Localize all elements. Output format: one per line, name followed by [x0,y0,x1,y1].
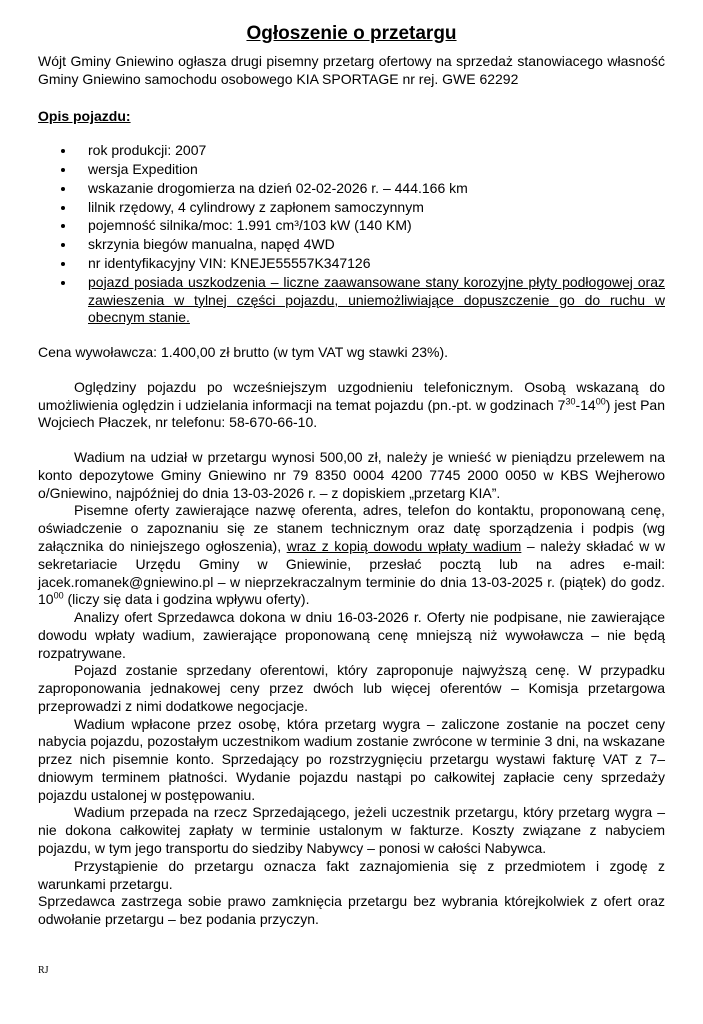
offers-underlined-deposit-proof: wraz z kopią dowodu wpłaty wadium [286,537,522,554]
deposit-paragraph: Wadium na udział w przetargu wynosi 500,00 zł, należy je wnieść w pieniądzu przelewem na konto depozytowe Gminy Gniewino nr 79 8350 0004 4200 7745 2000 0050 w KBS Wejherowo o/Gniewino, najpóźniej do dnia 13-03-2026 r. – z dopiskiem „przetarg KIA”. [38,449,665,501]
list-item-vin: • nr identyfikacyjny VIN: KNEJE55557K347126 [76,255,665,273]
intro-paragraph: Wójt Gminy Gniewino ogłasza drugi pisemny przetarg ofertowy na sprzedaż stanowiacego własność Gminy Gniewino samochodu osobowego KIA SPORTAGE nr rej. GWE 62292 [38,53,665,87]
inspection-text-1: Oględziny pojazdu po wcześniejszym uzgodnieniu telefonicznym. Osobą wskazaną do umożliwienia oględzin i udzielania informacji na temat pojazdu (pn.-pt. w godzinach 7 [38,378,665,413]
offers-paragraph [38,502,665,609]
sale-paragraph: Pojazd zostanie sprzedany oferentowi, który zaproponuje najwyższą cenę. W przypadku zaproponowania jednakowej ceny przez dwóch lub więcej oferentów – Komisja przetargowa przeprowadzi z nimi dodatkowe negocjacje. [38,662,665,714]
offers-text-3: (liczy się data i godzina wpływu oferty). [63,591,310,608]
offers-text-1: Pisemne oferty zawierające nazwę oferenta, adres, telefon do kontaktu, proponowaną cenę, oświadczenie o zapoznaniu się ze stanem technicznym oraz datę sporządzenia i podpis (wg załącznika do niniejszego ogłoszenia), [38,502,665,554]
time-superscript: 00 [53,590,64,601]
analysis-paragraph: Analizy ofert Sprzedawca dokona w dniu 16-03-2026 r. Oferty nie podpisane, nie zawierające dowodu wpłaty wadium, zawierające proponowaną cenę mniejszą niż wywoławcza – nie będą rozpatrywane. [38,609,665,661]
closing-paragraph: Sprzedawca zastrzega sobie prawo zamknięcia przetargu bez wybrania którejkolwiek z ofert oraz odwołanie przetargu – bez podania przyczyn. [38,893,665,928]
footer-initials: RJ [38,964,49,976]
inspection-text-3: ) jest Pan Wojciech Płaczek, nr telefonu: 58-670-66-10. [38,396,665,431]
inspection-text-2: -14 [575,396,596,413]
page-title: Ogłoszenie o przetargu [246,23,457,44]
section-heading-vehicle-description: Opis pojazdu: [38,107,131,124]
inspection-paragraph [38,379,665,432]
list-item-engine-capacity: • pojemność silnika/moc: 1.991 cm³/103 kW (140 KM) [76,217,665,235]
starting-price-line: Cena wywoławcza: 1.400,00 zł brutto (w tym VAT wg stawki 23%). [38,344,449,361]
list-item-version: • wersja Expedition [76,161,665,179]
time-superscript: 00 [595,395,606,406]
time-superscript: 30 [565,395,576,406]
list-item-production-year: • rok produkcji: 2007 [76,142,665,160]
list-item-odometer: • wskazanie drogomierza na dzień 02-02-2026 r. – 444.166 km [76,180,665,198]
participation-paragraph: Przystąpienie do przetargu oznacza fakt zaznajomienia się z przedmiotem i zgodę z warunkami przetargu. [38,857,665,892]
deposit-forfeit-paragraph: Wadium przepada na rzecz Sprzedającego, jeżeli uczestnik przetargu, który przetarg wygra – nie dokona całkowitej zapłaty w terminie ustalonym w fakturze. Koszty związane z nabyciem pojazdu, w tym jego transportu do siedziby Nabywcy – ponosi w całości Nabywca. [38,804,665,856]
list-item-engine-type: • lilnik rzędowy, 4 cylindrowy z zapłonem samoczynnym [76,199,665,217]
list-item-damage-notice: • pojazd posiada uszkodzenia – liczne zaawansowane stany korozyjne płyty podłogowej oraz zawieszenia w tylnej części pojazdu, uniemożliwiające dopuszczenie go do ruchu w obecnym stanie. [76,274,665,327]
deposit-winner-paragraph: Wadium wpłacone przez osobę, która przetarg wygra – zaliczone zostanie na poczet ceny nabycia pojazdu, pozostałym uczestnikom wadium zostanie zwrócone w terminie 3 dni, na wskazane przez nich pisemnie konto. Sprzedający po rozstrzygnięciu przetargu wystawi fakturę VAT z 7–dniowym terminem płatności. Wydanie pojazdu nastąpi po całkowitej zapłacie ceny sprzedaży pojazdu ustalonej w postępowaniu. [38,715,665,803]
offers-text-2: – należy składać w w sekretariacie Urzędu Gminy w Gniewinie, przesłać pocztą lub na adres e-mail: jacek.romanek@gniewino.pl – w nieprzekraczalnym terminie do dnia 13-03-2025 r. (piątek) do godz. 10 [38,537,665,608]
list-item-gearbox: • skrzynia biegów manualna, napęd 4WD [76,236,665,254]
vehicle-details-list [38,142,665,327]
